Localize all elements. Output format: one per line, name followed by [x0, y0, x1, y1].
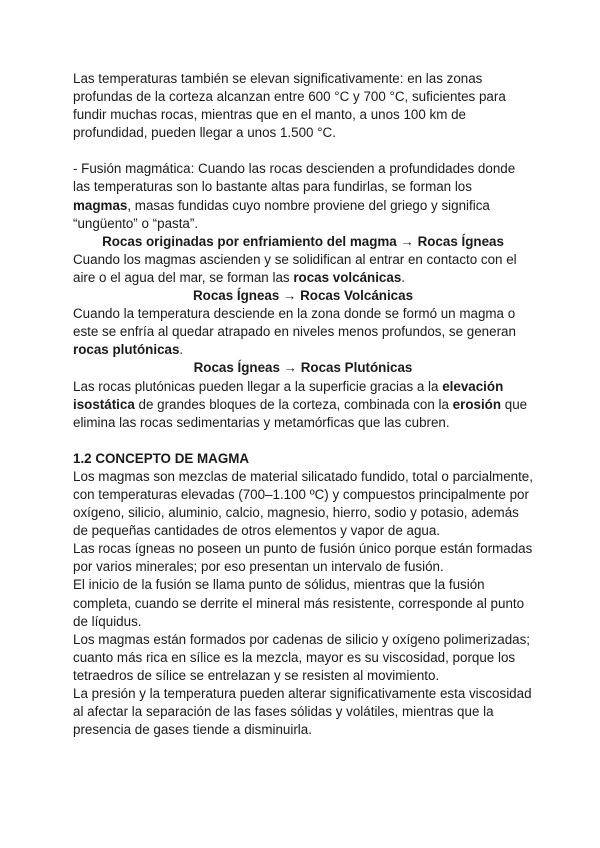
- heading-rocas-igneas: Rocas originadas por enfriamiento del magma → Rocas Ígneas: [102, 233, 504, 249]
- bold-term-elevacion-isostatica: elevación isostática: [73, 378, 504, 412]
- bold-term-rocas-plutonicas: rocas plutónicas: [73, 342, 180, 358]
- paragraph-presion-temperatura: La presión y la temperatura pueden alterar significativamente esta viscosidad al afectar la separación de las fases sólidas y volátiles, mientras que la presencia de gases tiende a disminuirla.: [73, 686, 532, 738]
- paragraph-temperatures: Las temperaturas también se elevan significativamente: en las zonas profundas de la corteza alcanzan entre 600 °C y 700 °C, suficientes para fundir muchas rocas, mientras que en el manto, a unos 100 km de profundidad, pueden llegar a unos 1.500 °C.: [73, 71, 506, 141]
- paragraph-viscosidad: Los magmas están formados por cadenas de silicio y oxígeno polimerizadas; cuanto más rica en sílice es la mezcla, mayor es su viscosidad, porque los tetraedros de sílice se entrelazan y se resisten al movimiento.: [73, 631, 531, 683]
- paragraph-intervalo-fusion: Las rocas ígneas no poseen un punto de fusión único porque están formadas por varios minerales; por eso presentan un intervalo de fusión.: [73, 541, 533, 575]
- text-run: de grandes bloques de la corteza, combinada con la: [134, 396, 453, 412]
- bold-term-erosion: erosión: [452, 396, 502, 412]
- paragraph-rocas-igneas: [73, 251, 533, 287]
- paragraph-spacer: [73, 142, 533, 160]
- document-page: [73, 70, 533, 739]
- text-run: Las rocas plutónicas pueden llegar a la superficie gracias a la: [73, 378, 443, 394]
- bold-term-magmas: magmas: [73, 197, 128, 213]
- paragraph-fusion-magmatica: [73, 160, 533, 232]
- text-run: .: [179, 342, 184, 358]
- heading-rocas-volcanicas: Rocas Ígneas → Rocas Volcánicas: [192, 288, 414, 304]
- text-run: Cuando los magmas ascienden y se solidifican al entrar en contacto con el aire o el agua del mar, se forman las: [73, 251, 517, 285]
- text-run: .: [401, 269, 405, 285]
- text-run: - Fusión magmática: Cuando las rocas descienden a profundidades donde las temperaturas son lo bastante altas para fundirlas, se forman los: [73, 161, 516, 195]
- text-run: que elimina las rocas sedimentarias y metamórficas que las cubren.: [73, 396, 528, 430]
- paragraph-spacer: [73, 432, 533, 450]
- paragraph-rocas-volcanicas: [73, 305, 533, 359]
- section-heading-concepto-magma: 1.2 CONCEPTO DE MAGMA: [73, 450, 250, 466]
- paragraph-rocas-plutonicas: [73, 378, 533, 432]
- paragraph-solidus-liquidus: El inicio de la fusión se llama punto de sólidus, mientras que la fusión completa, cuando se derrite el mineral más resistente, corresponde al punto de líquidus.: [73, 577, 525, 629]
- heading-rocas-plutonicas: Rocas Ígneas → Rocas Plutónicas: [193, 360, 413, 376]
- paragraph-magma-definition: Los magmas son mezclas de material silicatado fundido, total o parcialmente, con temperaturas elevadas (700–1.100 ºC) y compuestos principalmente por oxígeno, silicio, aluminio, calcio, magnesio, hierro, sodio y potasio, además de pequeñas cantidades de otros elementos y vapor de agua.: [73, 468, 533, 539]
- text-run: , masas fundidas cuyo nombre proviene del griego y significa “ungüento” o “pasta”.: [73, 197, 490, 231]
- bold-term-rocas-volcanicas: rocas volcánicas: [293, 269, 402, 285]
- text-run: Cuando la temperatura desciende en la zona donde se formó un magma o este se enfría al quedar atrapado en niveles menos profundos, se generan: [73, 306, 516, 340]
